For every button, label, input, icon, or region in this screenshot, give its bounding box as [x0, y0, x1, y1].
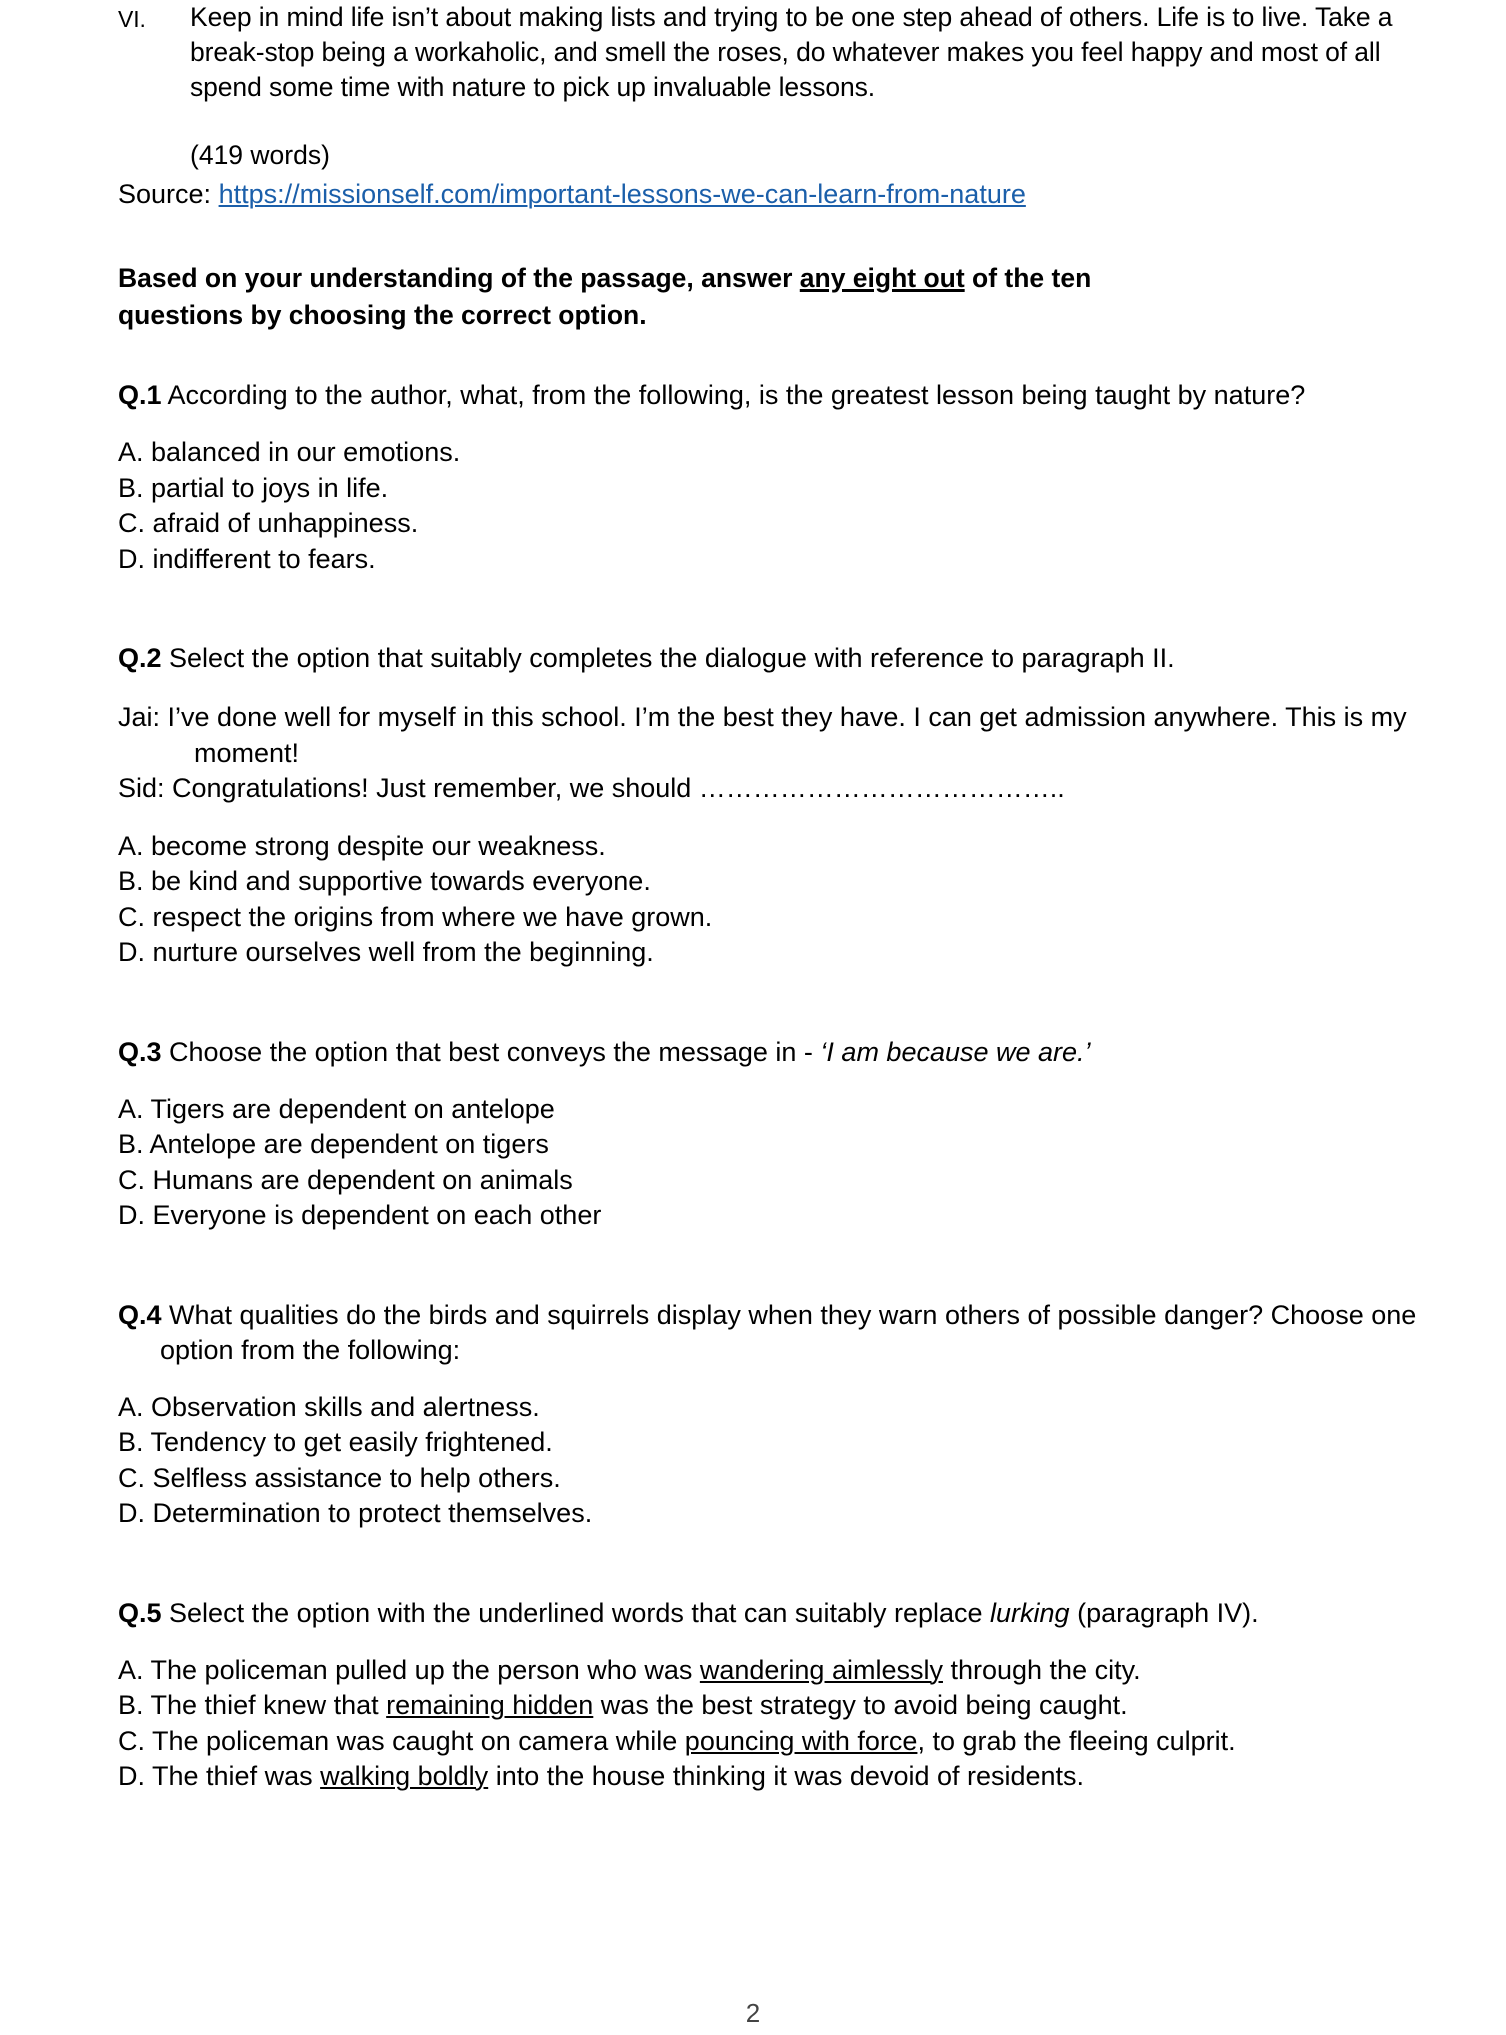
question-block-4: [118, 1298, 1418, 1532]
option-text-pre: C. The policeman was caught on camera while: [118, 1725, 685, 1756]
question-block-1: [118, 378, 1418, 577]
question-block-5: [118, 1596, 1418, 1795]
dialogue-line: Jai: I’ve done well for myself in this school. I’m the best they have. I can get admission anywhere. This is my moment!: [118, 702, 1407, 768]
page-number-footer: 2: [745, 1998, 761, 2028]
option-item[interactable]: [118, 1688, 1418, 1724]
source-line: [118, 177, 1418, 212]
question-5-number: Q.5: [118, 1597, 162, 1628]
question-block-2: [118, 641, 1418, 971]
option-item[interactable]: B. partial to joys in life.: [118, 472, 389, 503]
question-5-body-after: (paragraph IV).: [1069, 1597, 1259, 1628]
option-item[interactable]: A. Observation skills and alertness.: [118, 1391, 540, 1422]
option-text-post: was the best strategy to avoid being caught.: [593, 1690, 1128, 1720]
question-4-options: [118, 1390, 1418, 1532]
question-2-body: Select the option that suitably completes the dialogue with reference to paragraph II.: [161, 643, 1175, 673]
question-4-body: What qualities do the birds and squirrels display when they warn others of possible danger? Choose one option from the following:: [160, 1299, 1417, 1365]
question-3-text: [118, 1035, 1430, 1070]
instruction-part-2: of the ten questions by choosing the correct option.: [118, 263, 1092, 330]
option-text-pre: B. The thief knew that: [118, 1690, 387, 1720]
option-item[interactable]: B. Tendency to get easily frightened.: [118, 1427, 553, 1457]
instruction-part-1: Based on your understanding of the passage, answer: [118, 263, 800, 293]
instruction-underlined-phrase: any eight out: [799, 263, 965, 293]
option-text-post: , to grab the fleeing culprit.: [917, 1725, 1236, 1756]
option-item[interactable]: C. Humans are dependent on animals: [118, 1164, 573, 1195]
word-count-label: (419 words): [190, 140, 330, 170]
instruction-text: [118, 260, 1118, 334]
option-text-post: into the house thinking it was devoid of residents.: [488, 1761, 1085, 1791]
option-item[interactable]: C. Selfless assistance to help others.: [118, 1462, 561, 1493]
option-item[interactable]: B. Antelope are dependent on tigers: [118, 1129, 549, 1159]
page-content: [118, 0, 1418, 1795]
question-5-text: [118, 1596, 1430, 1631]
question-2-options: [118, 829, 1418, 971]
option-text-pre: D. The thief was: [118, 1761, 321, 1791]
option-item[interactable]: C. respect the origins from where we have grown.: [118, 901, 713, 932]
option-underlined-phrase: wandering aimlessly: [699, 1654, 943, 1685]
question-5-italic-word: lurking: [990, 1597, 1070, 1628]
option-underlined-phrase: pouncing with force: [684, 1725, 918, 1756]
question-1-options: [118, 435, 1418, 577]
question-3-options: [118, 1092, 1418, 1234]
option-text-post: through the city.: [942, 1654, 1141, 1685]
question-2-text: [118, 641, 1430, 676]
source-url-link[interactable]: https://missionself.com/important-lessons-we-can-learn-from-nature: [218, 179, 1026, 209]
question-3-body: Choose the option that best conveys the message in -: [161, 1036, 821, 1067]
option-item[interactable]: C. afraid of unhappiness.: [118, 508, 419, 538]
option-text-pre: A. The policeman pulled up the person who was: [118, 1654, 700, 1685]
question-3-italic-quote: ‘I am because we are.’: [820, 1036, 1091, 1067]
question-block-3: [118, 1035, 1418, 1234]
question-1-text: [118, 378, 1430, 413]
passage-paragraph-vi: [118, 0, 1418, 105]
question-3-number: Q.3: [118, 1036, 162, 1067]
roman-numeral-label: VI.: [118, 6, 146, 32]
option-item[interactable]: D. Determination to protect themselves.: [118, 1498, 593, 1528]
question-2-number: Q.2: [118, 643, 162, 673]
question-4-text: [118, 1298, 1430, 1368]
option-item[interactable]: B. be kind and supportive towards everyone.: [118, 866, 651, 896]
question-2-dialogue: [118, 700, 1418, 807]
option-item[interactable]: D. indifferent to fears.: [118, 543, 376, 574]
option-item[interactable]: A. Tigers are dependent on antelope: [118, 1093, 555, 1124]
option-underlined-phrase: walking boldly: [320, 1761, 489, 1791]
option-item[interactable]: [118, 1653, 1418, 1689]
option-item[interactable]: A. become strong despite our weakness.: [118, 830, 606, 861]
option-item[interactable]: [118, 1724, 1418, 1760]
question-1-body: According to the author, what, from the following, is the greatest lesson being taught by nature?: [161, 380, 1306, 410]
option-item[interactable]: A. balanced in our emotions.: [118, 437, 461, 467]
dialogue-line: Sid: Congratulations! Just remember, we should …………………………………..: [118, 773, 1065, 803]
question-4-number: Q.4: [118, 1299, 162, 1330]
passage-paragraph-text: Keep in mind life isn’t about making lists and trying to be one step ahead of others. Life is to live. Take a break-stop being a workaholic, and smell the roses, do whatever makes you feel happy and most of all spend some time with nature to pick up invaluable lessons.: [190, 2, 1393, 102]
option-item[interactable]: D. nurture ourselves well from the beginning.: [118, 937, 654, 967]
option-item[interactable]: D. Everyone is dependent on each other: [118, 1200, 602, 1230]
question-5-body-before: Select the option with the underlined words that can suitably replace: [161, 1597, 991, 1628]
source-label: Source:: [118, 179, 212, 209]
option-item[interactable]: [118, 1759, 1418, 1795]
option-underlined-phrase: remaining hidden: [386, 1690, 594, 1720]
question-5-options: [118, 1653, 1418, 1795]
question-1-number: Q.1: [118, 380, 162, 410]
